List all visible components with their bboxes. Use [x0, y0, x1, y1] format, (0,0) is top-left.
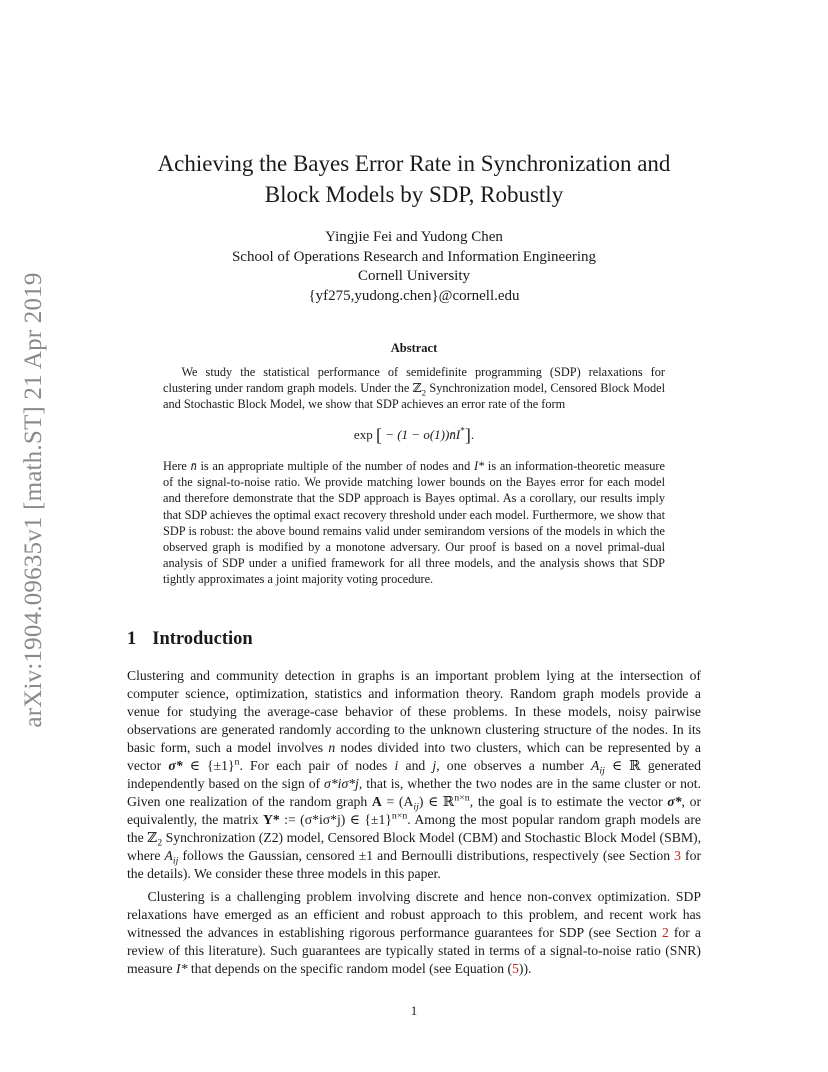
body-text: = (A — [381, 794, 414, 809]
math-sub-ij: ij — [172, 855, 179, 867]
arxiv-sidebar — [0, 0, 70, 1072]
math-y-star: Y* — [263, 812, 280, 827]
abstract-heading: Abstract — [390, 341, 438, 355]
math-sub-ij: ij — [413, 801, 419, 813]
math-j: j — [432, 758, 437, 773]
section-3-link[interactable]: 3 — [674, 848, 681, 863]
body-text: follows the Gaussian, censored ±1 and Bernoulli distributions, respectively (see Section — [178, 848, 675, 863]
author-affiliation: School of Operations Research and Information Engineering — [231, 248, 597, 265]
intro-paragraph-2 — [127, 888, 701, 978]
arxiv-identifier[interactable]: arXiv:1904.09635v1 [math.ST] 21 Apr 2019 — [20, 272, 47, 728]
formula-period: . — [470, 427, 475, 442]
body-text: , the goal is to estimate the vector — [469, 794, 668, 809]
istar-symbol: I* — [473, 459, 485, 473]
formula-exp: exp — [353, 427, 373, 442]
author-university: Cornell University — [357, 268, 471, 284]
math-sup-nxn: n×n — [391, 810, 408, 822]
intro-paragraph-1 — [127, 667, 701, 883]
z2-subscript: 2 — [157, 837, 163, 849]
body-text: , that is, whether the two nodes are in the same cluster or not. Given one realization of the random graph — [127, 776, 701, 809]
body-text: , or equivalently, the matrix — [127, 794, 701, 827]
body-text: . Among the most popular random graph models are the — [127, 812, 701, 845]
math-sigma-star: σ* — [667, 794, 682, 809]
math-a: A — [164, 848, 173, 863]
math-sub-ij: ij — [599, 765, 605, 777]
abstract-text: Synchronization model, Censored Block Model and Stochastic Block Model, we show that SDP achieves an error rate of the form — [163, 381, 665, 412]
math-i: i — [394, 758, 399, 773]
nbar-symbol: n̄ — [190, 459, 197, 473]
title-line-1: Achieving the Bayes Error Rate in Synchronization and — [157, 151, 671, 176]
equation-5-link[interactable]: 5 — [512, 961, 519, 976]
formula-star: * — [460, 426, 465, 437]
author-block — [100, 228, 728, 306]
section-title: Introduction — [152, 629, 253, 649]
body-text: for a review of this literature). Such guarantees are typically stated in terms of a signal-to-noise ratio (SNR) measure — [127, 925, 701, 976]
z2-symbol: ℤ — [147, 830, 158, 845]
body-text: Clustering and community detection in graphs is an important problem lying at the intersection of computer science, optimization, statistics and information theory. Random graph models provide a venue for studying the average-case behavior of these problems. In these models, noisy pairwise observations are generated randomly according to the unknown clustering structure of the nodes. In its basic form, such a model involves — [127, 668, 701, 755]
title-line-2: Block Models by SDP, Robustly — [264, 182, 564, 207]
section-number: 1 — [127, 629, 137, 649]
body-text: Clustering is a challenging problem involving discrete and hence non-convex optimization. SDP relaxations have emerged as an efficient and robust approach to this problem, and recent work has witnessed the advances in establishing rigorous performance guarantees for SDP (see Section — [127, 889, 701, 940]
body-text: )). — [518, 961, 532, 976]
body-text: nodes divided into two clusters, which can be represented by a vector — [127, 740, 701, 773]
math-sigma-star: σ* — [168, 758, 183, 773]
math-n: n — [328, 740, 336, 755]
body-text: Synchronization (Z2) model, Censored Block Model (CBM) and Stochastic Block Model (SBM), where — [127, 830, 701, 863]
section-2-link[interactable]: 2 — [661, 925, 669, 940]
formula-right-bracket: ] — [464, 425, 471, 445]
author-names: Yingjie Fei and Yudong Chen — [325, 229, 503, 245]
istar-symbol: I* — [176, 961, 188, 976]
author-email[interactable]: {yf275,yudong.chen}@cornell.edu — [308, 287, 520, 304]
body-text: ∈ {±1} — [182, 758, 235, 773]
formula-body: − (1 − o(1))n̄I — [381, 427, 461, 442]
section-heading-introduction — [127, 629, 253, 650]
z2-symbol: ℤ — [412, 381, 422, 396]
abstract-paragraph-1 — [163, 364, 665, 413]
body-text: and — [398, 758, 433, 773]
body-text: . For each pair of nodes — [239, 758, 395, 773]
formula-left-bracket: [ — [375, 425, 382, 445]
abstract-text: We study the statistical performance of semidefinite programming (SDP) relaxations for clustering under random graph models. Under the — [163, 365, 665, 396]
body-text: := (σ*iσ*j) ∈ {±1} — [279, 812, 392, 827]
math-sup-nxn: n×n — [454, 792, 470, 804]
abstract-text: is an information-theoretic measure of the signal-to-noise ratio. We provide matching lower bounds on the Bayes error for each model and therefore demonstrate that the SDP approach is Bayes optimal. As a corollary, our results imply that SDP achieves the optimal exact recovery threshold under each model. Furthermore, we show that SDP is robust: the above bound remains valid under semirandom versions of the models in which the observed graph is modified by a monotone adversary. Our proof is based on a novel primal-dual analysis of SDP under a unified framework for all three models, and the analysis shows that SDP tightly approximates a joint majority voting procedure. — [163, 459, 665, 587]
math-a: A — [590, 758, 600, 773]
math-sup-n: n — [234, 756, 240, 768]
paper-title — [100, 148, 728, 210]
body-text: ) ∈ ℝ — [418, 794, 455, 809]
abstract-paragraph-2 — [163, 458, 665, 588]
abstract-text: Here — [163, 459, 191, 473]
z2-subscript: 2 — [421, 387, 427, 398]
page-number: 1 — [410, 1003, 418, 1018]
error-rate-formula — [163, 425, 665, 446]
body-text: that depends on the specific random model (see Equation ( — [187, 961, 513, 976]
body-text: for the details). We consider these three models in this paper. — [127, 848, 701, 881]
body-text: ∈ ℝ generated independently based on the sign of — [127, 758, 702, 791]
body-text: , one observes a number — [436, 758, 591, 773]
abstract-text: is an appropriate multiple of the number of nodes and — [196, 459, 474, 473]
math-sigma-product: σ*iσ*j — [324, 776, 359, 791]
math-bold-a: A — [371, 794, 382, 809]
